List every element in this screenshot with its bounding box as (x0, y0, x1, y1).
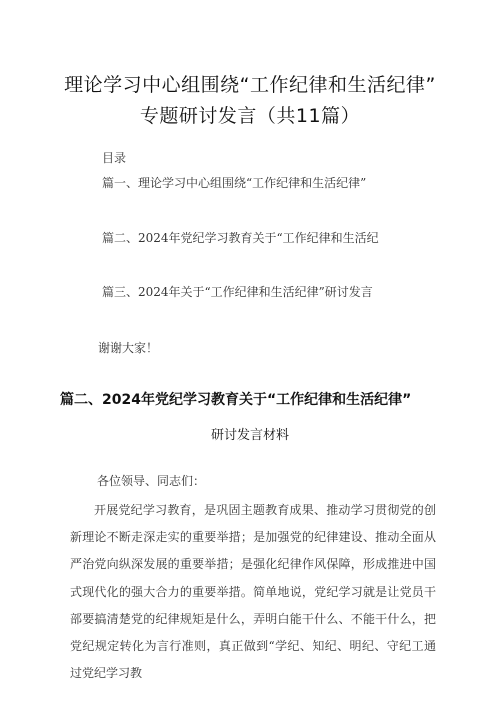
toc-item-1[interactable]: 篇一、理论学习中心组围绕“工作纪律和生活纪律” (102, 176, 367, 190)
toc-heading: 目录 (102, 151, 127, 165)
speech-greeting: 各位领导、同志们： (97, 474, 206, 488)
document-title-line-2: 专题研讨发言（共11篇） (139, 105, 361, 127)
toc-item-2[interactable]: 篇二、2024年党纪学习教育关于“工作纪律和生活纪 (102, 231, 379, 245)
section-title: 篇二、2024年党纪学习教育关于“工作纪律和生活纪律” (60, 392, 412, 408)
toc-item-3[interactable]: 篇三、2024年关于“工作纪律和生活纪律”研讨发言 (102, 285, 373, 299)
speech-body (70, 497, 436, 687)
toc-closing-text: 谢谢大家！ (98, 341, 159, 355)
document-title-line-1: 理论学习中心组围绕“工作纪律和生活纪律” (64, 74, 436, 96)
body-paragraph: 开展党纪学习教育，是巩固主题教育成果、推动学习贯彻党的创新理论不断走深走实的重要举措；是加强党的纪律建设、推动全面从严治党向纵深发展的重要举措；是强化纪律作风保障，形成推进中国式现代化的强大合力的重要举措。简单地说，党纪学习就是让党员干部要搞清楚党的纪律规矩是什么，弄明白能干什么、不能干什么，把党纪规定转化为言行准则，真正做到“学纪、知纪、明纪、守纪工通过党纪学习教 (70, 503, 436, 681)
section-subtitle: 研讨发言材料 (210, 428, 289, 443)
